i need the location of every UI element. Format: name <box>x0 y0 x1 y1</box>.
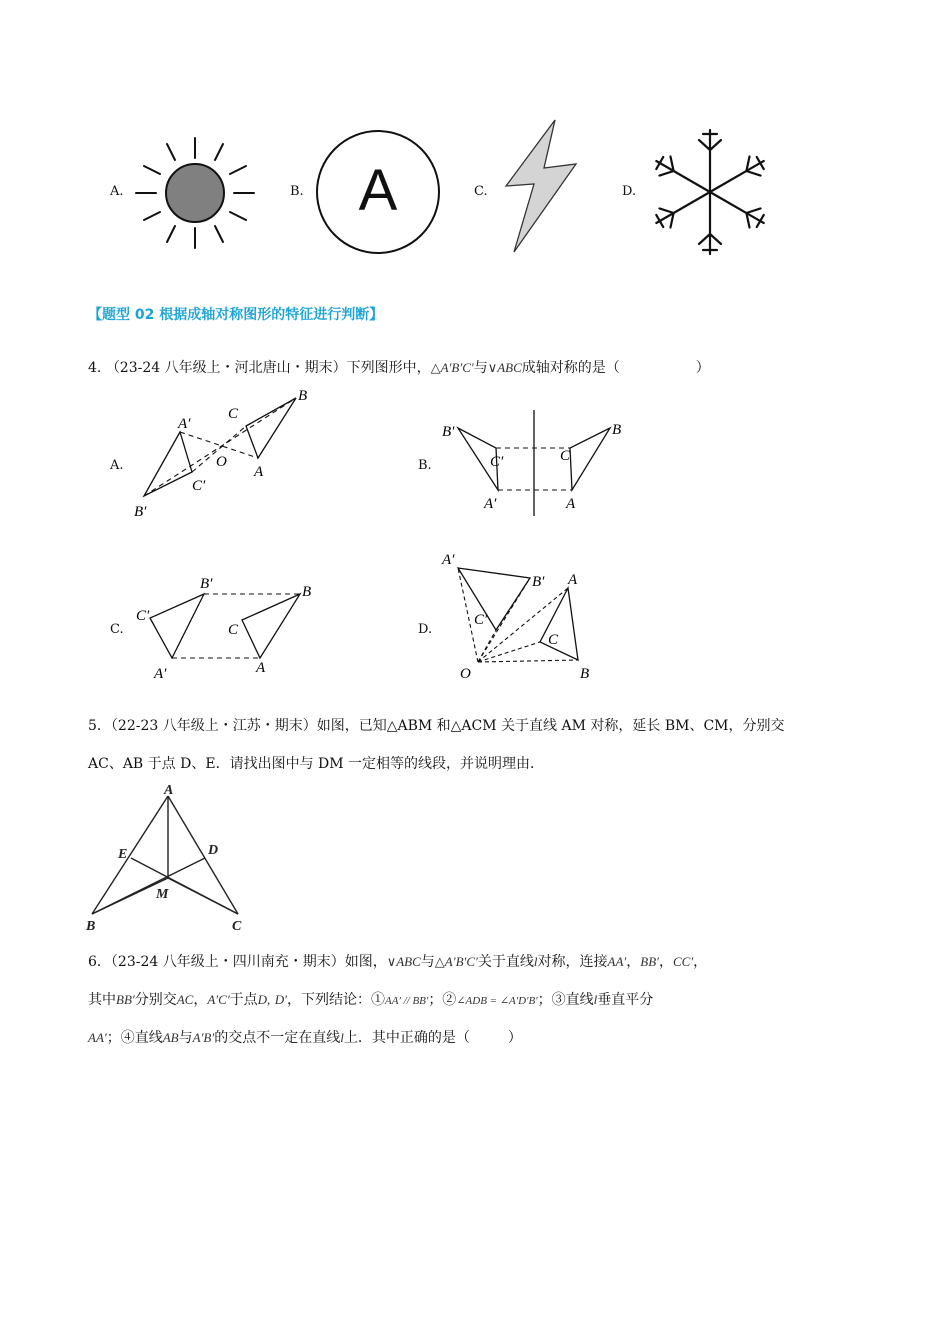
q4b-label-c: C <box>560 448 571 464</box>
q6-l2-f: ；③直线 <box>537 992 594 1008</box>
q6-l3-b: 与 <box>178 1030 193 1046</box>
q6-l1-a: 6．（23-24 八年级上・四川南充・期末）如图， <box>88 954 387 970</box>
q4-text-mid: 与 <box>473 360 488 376</box>
q6-l2-m5: D′ <box>274 992 287 1007</box>
q5-label-e: E <box>118 847 128 862</box>
q5-line-1: 5．（22-23 八年级上・江苏・期末）如图，已知△ABM 和△ACM 关于直线 AM 对称，延长 BM、CM，分别交 <box>88 718 785 734</box>
q4-figure-a <box>130 384 330 524</box>
q6-l1-m1: ∨ABC <box>386 954 421 969</box>
q4c-label-c: C <box>228 622 239 638</box>
section-heading: 【题型 02 根据成轴对称图形的特征进行判断】 <box>88 307 384 323</box>
q4-option-c-label: C. <box>110 622 124 637</box>
q6-l1-m2: △A′B′C′ <box>434 954 478 969</box>
q6-l3-m3: A′B′ <box>192 1030 215 1045</box>
q6-l1-b: 与 <box>420 954 435 970</box>
q5-line-2: AC、AB 于点 D、E．请找出图中与 DM 一定相等的线段，并说明理由． <box>88 756 545 772</box>
q4a-label-a: A <box>254 464 264 480</box>
q5-label-m: M <box>156 887 169 902</box>
q6-l3-d: 上．其中正确的是（ <box>343 1030 470 1046</box>
q4b-label-b-prime: B′ <box>442 424 455 440</box>
q6-l2-m2: AC <box>176 992 194 1007</box>
q4a-label-b: B <box>298 388 308 404</box>
q5-figure <box>84 782 246 934</box>
q4-figure-d <box>438 548 608 682</box>
q6-line-2: 其中BB′分别交AC，A′C′于点D, D′，下列结论：①AA′ // BB′；②∠ADB = ∠A′D′B′；③直线l垂直平分 <box>88 992 654 1008</box>
q3-option-b-label: B. <box>290 184 304 199</box>
q4-stem <box>88 358 710 378</box>
q4c-label-a-prime: A′ <box>154 666 167 682</box>
lightning-figure <box>500 116 582 256</box>
q4-text-before: 下列图形中， <box>346 360 431 376</box>
q4b-label-b: B <box>612 422 622 438</box>
q4b-label-c-prime: C′ <box>490 454 504 470</box>
q4-text-end: ） <box>695 360 710 376</box>
q4c-label-b-prime: B′ <box>200 576 213 592</box>
q6-l2-a: 其中 <box>88 992 116 1008</box>
q6-line-3 <box>88 1028 522 1048</box>
q6-l1-m6: CC′ <box>672 954 694 969</box>
q4-text-after: 成轴对称的是（ <box>521 360 620 376</box>
q4d-label-o: O <box>460 666 471 682</box>
q4b-label-a: A <box>566 496 576 512</box>
q4d-label-a: A <box>568 572 578 588</box>
circle-letter: A <box>358 158 398 223</box>
q4d-label-a-prime: A′ <box>442 552 455 568</box>
q6-l1-d: 对称，连接 <box>537 954 608 970</box>
q4b-label-a-prime: A′ <box>484 496 497 512</box>
q4-figure-b <box>438 408 638 520</box>
q4-option-a-label: A. <box>110 458 124 473</box>
q6-l2-m7: ∠ADB = ∠A′D′B′ <box>456 995 538 1007</box>
q4a-label-a-prime: A′ <box>178 416 191 432</box>
q6-l3-a: ；④直线 <box>106 1030 163 1046</box>
q6-l2-g: 垂直平分 <box>597 992 654 1008</box>
q6-l1-m3: l <box>533 954 538 969</box>
snowflake-figure <box>650 126 770 258</box>
q4d-label-c: C <box>548 632 559 648</box>
q6-l3-m4: l <box>340 1030 344 1045</box>
q6-l2-e: ；② <box>428 992 457 1008</box>
q4a-label-c-prime: C′ <box>192 478 206 494</box>
q4c-label-c-prime: C′ <box>136 608 150 624</box>
q4c-label-a: A <box>256 660 266 676</box>
q4-figure-c <box>132 570 328 682</box>
q4d-label-c-prime: C′ <box>474 612 488 628</box>
q4d-label-b-prime: B′ <box>532 574 545 590</box>
q4c-label-b: B <box>302 584 312 600</box>
q6-l1-m4: AA′ <box>607 954 627 969</box>
q5-label-c: C <box>232 919 242 934</box>
q4-math-2: ∨ABC <box>487 360 522 375</box>
q6-l2-m6: AA′ // BB′ <box>385 995 429 1007</box>
q6-l3-m1: AA′ <box>88 1030 107 1045</box>
q6-l2-m8: l <box>593 992 598 1007</box>
q4-source: （23-24 八年级上・河北唐山・期末） <box>105 360 347 376</box>
q4a-label-b-prime: B′ <box>134 504 147 520</box>
q4-number: 4. <box>88 360 102 376</box>
sun-figure <box>132 132 258 254</box>
q4d-label-b: B <box>580 666 590 682</box>
q5-label-a: A <box>164 783 174 798</box>
q3-option-c-label: C. <box>474 184 488 199</box>
q6-line-1: 6．（23-24 八年级上・四川南充・期末）如图，∨ABC与△A′B′C′关于直线l对称，连接AA′，BB′，CC′， <box>88 954 708 970</box>
q6-l3-m2: AB <box>162 1030 179 1045</box>
q4-option-d-label: D. <box>418 622 433 637</box>
q4-option-b-label: B. <box>418 458 432 473</box>
q5-label-d: D <box>208 843 219 858</box>
q6-l3-c: 的交点不一定在直线 <box>214 1030 341 1046</box>
q4a-label-c: C <box>228 406 239 422</box>
q6-l1-m5: BB′ <box>640 954 659 969</box>
q5-label-b: B <box>86 919 96 934</box>
q6-l1-c: 关于直线 <box>477 954 534 970</box>
q6-l2-m1: BB′ <box>116 992 135 1007</box>
q3-option-d-label: D. <box>622 184 637 199</box>
q4-math-1: △A′B′C′ <box>430 360 474 375</box>
q6-l3-e: ） <box>507 1030 522 1046</box>
q6-l2-m3: A′C′ <box>207 992 230 1007</box>
q6-l2-m4: D, <box>257 992 271 1007</box>
q6-l2-d: ，下列结论：① <box>287 992 385 1008</box>
q6-l2-b: 分别交 <box>134 992 177 1008</box>
q4a-label-o: O <box>216 454 227 470</box>
q6-l2-c: 于点 <box>229 992 258 1008</box>
q3-option-a-label: A. <box>110 184 124 199</box>
